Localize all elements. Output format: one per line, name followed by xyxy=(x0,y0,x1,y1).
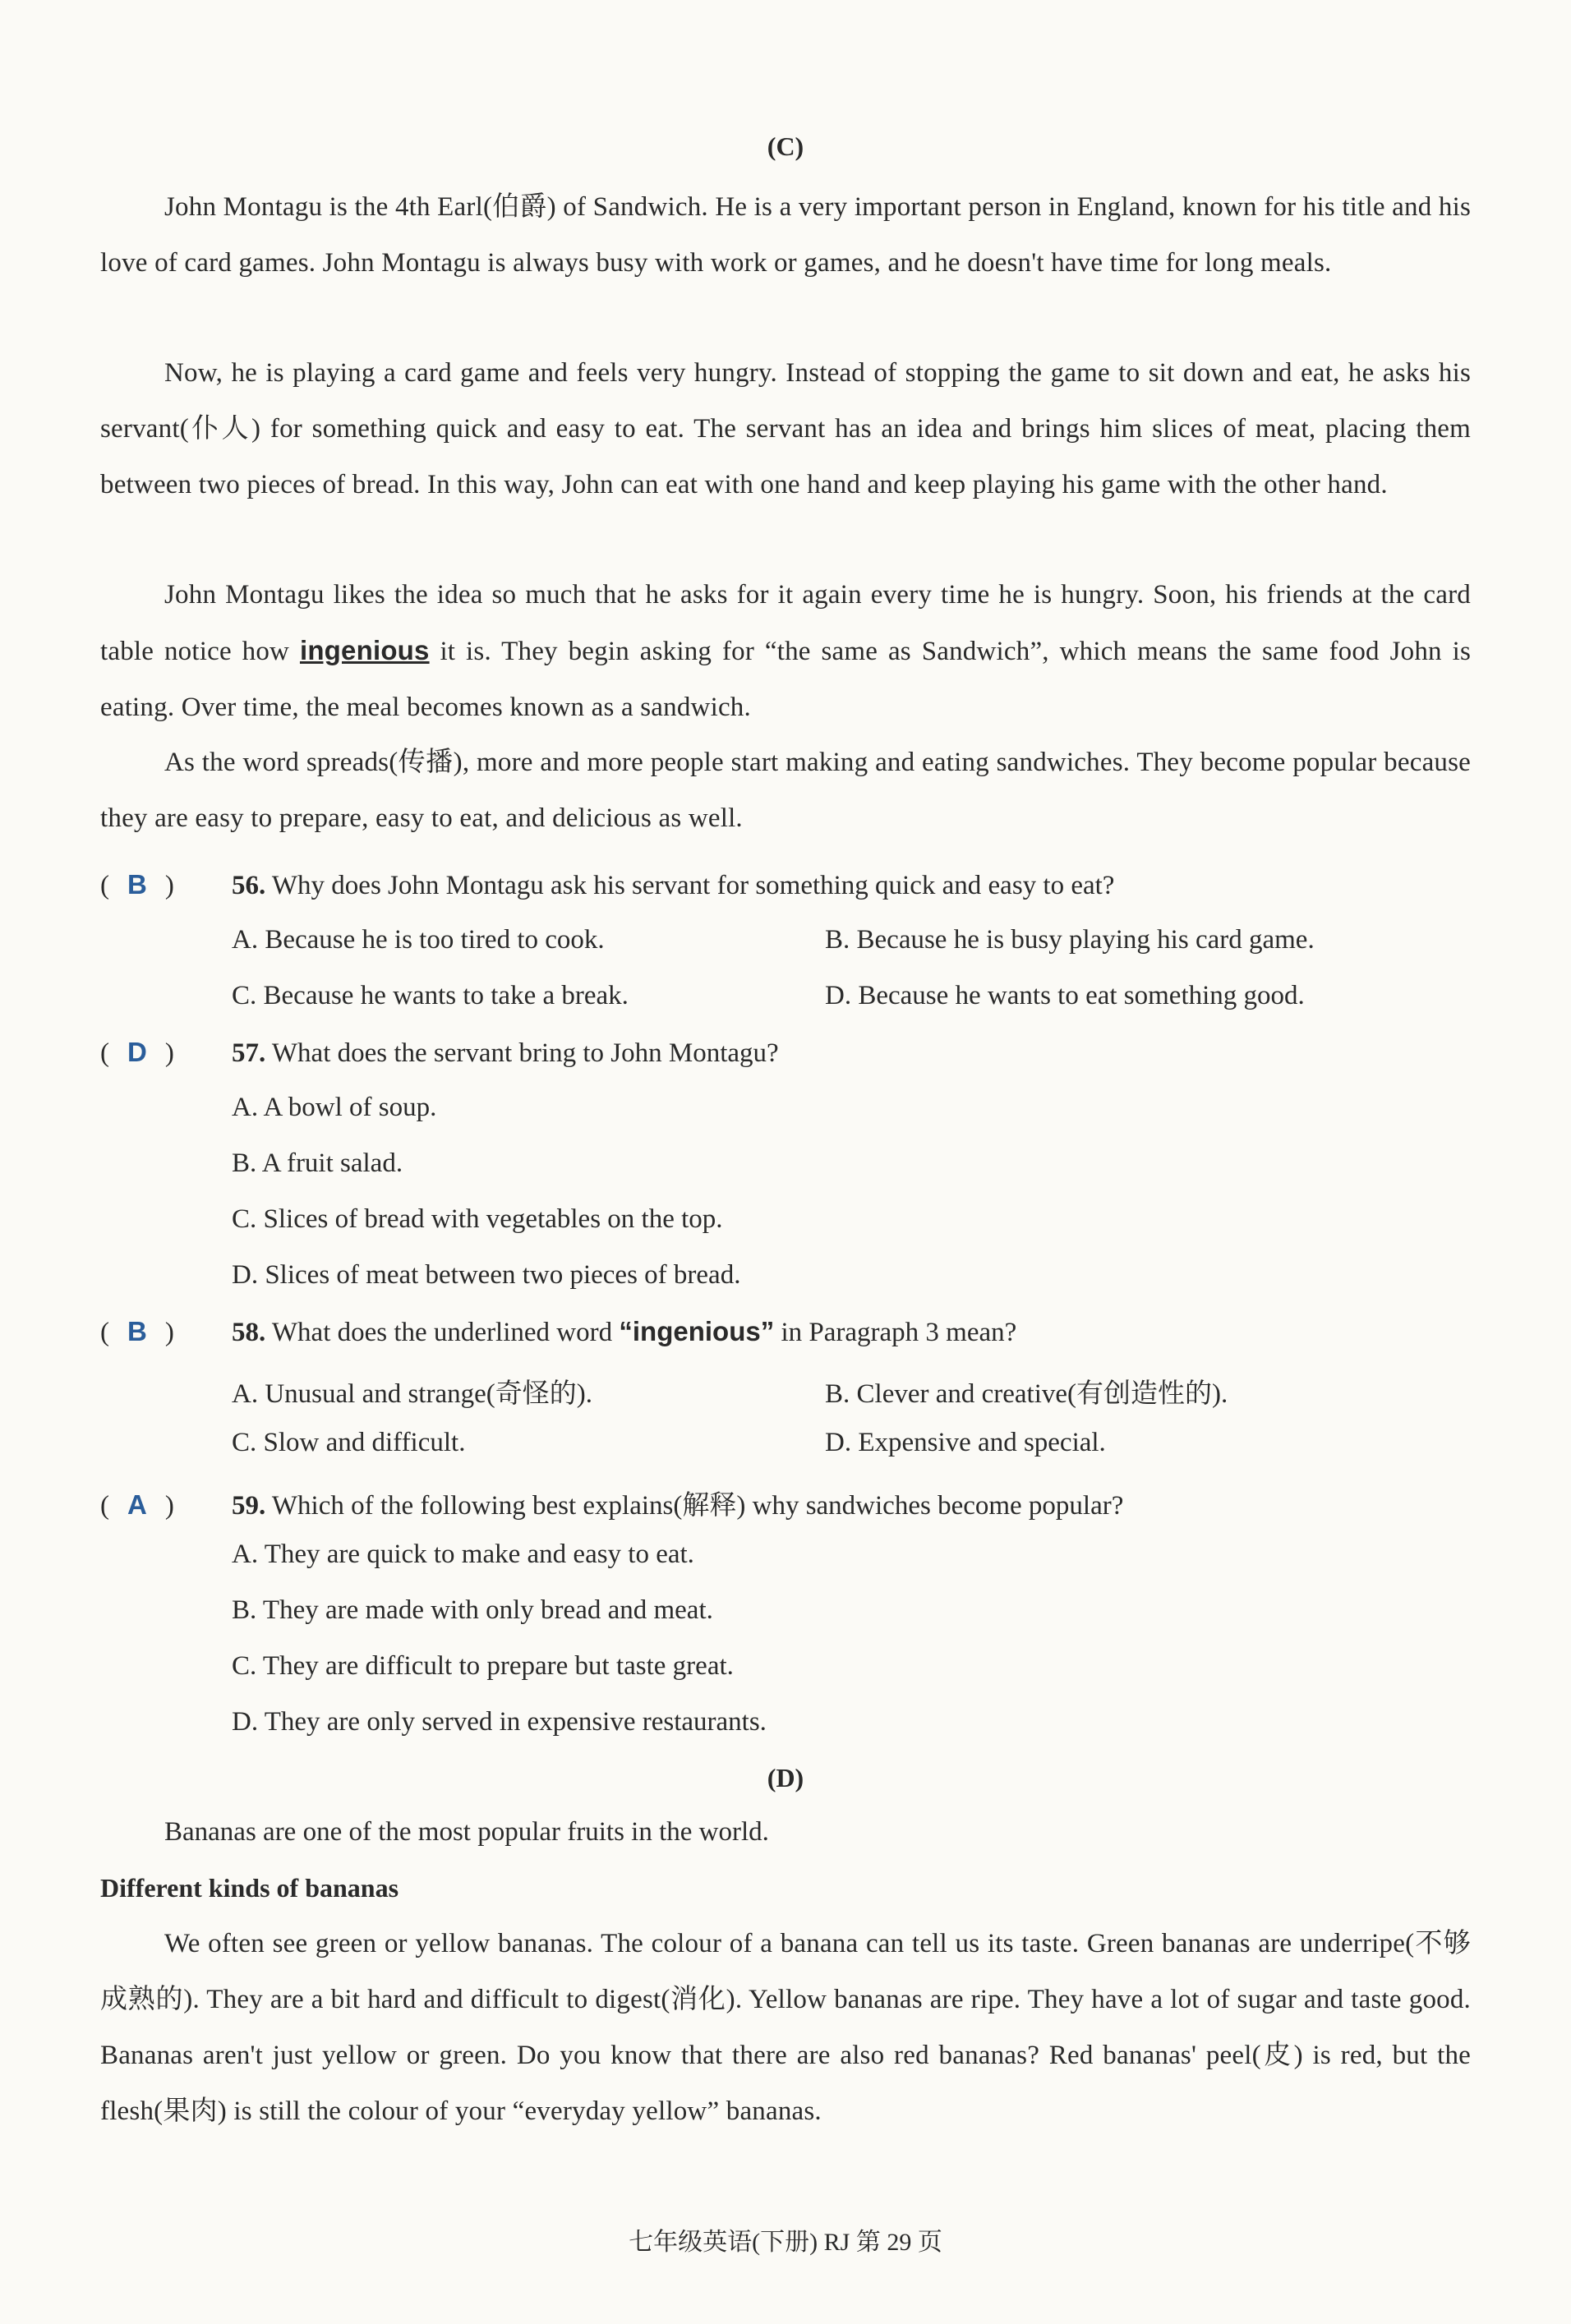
option-d: D. Because he wants to eat something good. xyxy=(825,981,1305,1010)
answer-bracket: ( A ) xyxy=(100,1489,174,1521)
question-59 xyxy=(100,1484,1123,1522)
passage-c-paragraph-2: Now, he is playing a card game and feels very hungry. Instead of stopping the game to sit down and eat, he asks his servant(仆人) for something quick and easy to eat. The servant has an idea and brings him slices of meat, placing them between two pieces of bread. In this way, John can eat with one hand and keep playing his game with the other hand. xyxy=(100,358,1471,499)
option-b: B. Clever and creative(有创造性的). xyxy=(825,1379,1228,1409)
paragraph-3-text-start: John Montagu likes the idea so much that he asks for it again every time he is hungry. Soon, his friends at the card table notice how xyxy=(100,580,1471,666)
question-stem: What does the servant bring to John Montagu? xyxy=(265,1038,779,1068)
question-58 xyxy=(100,1316,1016,1348)
option-a: A. They are quick to make and easy to eat. xyxy=(232,1539,694,1569)
section-d-title: (D) xyxy=(767,1763,804,1792)
option-c: C. Slices of bread with vegetables on the top. xyxy=(232,1204,723,1234)
passage-c-paragraph-4: As the word spreads(传播), more and more people start making and eating sandwiches. They become popular because they are easy to prepare, easy to eat, and delicious as well. xyxy=(100,748,1471,833)
answer-mark: B xyxy=(127,869,147,900)
answer-mark: B xyxy=(127,1316,147,1346)
option-c: C. They are difficult to prepare but taste great. xyxy=(232,1651,734,1681)
paragraph-3-text-end: it is. They begin asking for “the same as Sandwich”, which means the same food John is eating. Over time, the meal becomes known as a sandwich. xyxy=(100,637,1472,722)
passage-d-heading: Different kinds of bananas xyxy=(100,1873,399,1903)
answer-mark: A xyxy=(127,1489,147,1520)
answer-mark: D xyxy=(127,1037,147,1067)
answer-bracket: ( D ) xyxy=(100,1037,174,1068)
option-a: A. Because he is too tired to cook. xyxy=(232,925,605,955)
question-number: 59. xyxy=(232,1491,266,1521)
question-stem: Which of the following best explains(解释) why sandwiches become popular? xyxy=(265,1491,1124,1521)
question-number: 57. xyxy=(232,1038,266,1068)
question-number: 58. xyxy=(232,1318,266,1347)
option-c: C. Slow and difficult. xyxy=(232,1428,466,1457)
question-stem-end: in Paragraph 3 mean? xyxy=(774,1318,1017,1347)
underlined-word: ingenious xyxy=(299,635,430,665)
option-d: D. Expensive and special. xyxy=(825,1428,1106,1457)
passage-d-intro: Bananas are one of the most popular fruits in the world. xyxy=(164,1817,769,1847)
option-b: B. A fruit salad. xyxy=(232,1148,403,1178)
question-stem: Why does John Montagu ask his servant for something quick and easy to eat? xyxy=(265,871,1115,900)
question-56 xyxy=(100,869,1114,901)
answer-bracket: ( B ) xyxy=(100,1316,174,1347)
option-a: A. Unusual and strange(奇怪的). xyxy=(232,1379,592,1409)
question-number: 56. xyxy=(232,871,266,900)
quoted-word: “ingenious” xyxy=(619,1316,775,1346)
answer-bracket: ( B ) xyxy=(100,869,174,900)
page-footer: 七年级英语(下册) RJ 第 29 页 xyxy=(629,2229,942,2256)
question-stem-start: What does the underlined word xyxy=(265,1318,620,1347)
passage-c-paragraph-3 xyxy=(100,567,1471,735)
passage-c-paragraph-1: John Montagu is the 4th Earl(伯爵) of Sandwich. He is a very important person in England, known for his title and his love of card games. John Montagu is always busy with work or games, and he doesn't have time for long meals. xyxy=(100,192,1471,278)
option-b: B. They are made with only bread and meat. xyxy=(232,1595,713,1625)
option-b: B. Because he is busy playing his card game. xyxy=(825,925,1315,955)
option-d: D. They are only served in expensive restaurants. xyxy=(232,1707,767,1737)
section-c-title: (C) xyxy=(767,131,804,161)
passage-d-paragraph-1: We often see green or yellow bananas. The colour of a banana can tell us its taste. Green bananas are underripe(不够成熟的). They are a bit hard and difficult to digest(消化). Yellow bananas are ripe. They have a lot of sugar and taste good. Bananas aren't just yellow or green. Do you know that there are also red bananas? Red bananas' peel(皮) is red, but the flesh(果肉) is still the colour of your “everyday yellow” bananas. xyxy=(100,1929,1471,2126)
option-d: D. Slices of meat between two pieces of bread. xyxy=(232,1260,741,1290)
question-57 xyxy=(100,1037,779,1069)
option-c: C. Because he wants to take a break. xyxy=(232,981,629,1010)
option-a: A. A bowl of soup. xyxy=(232,1093,437,1122)
